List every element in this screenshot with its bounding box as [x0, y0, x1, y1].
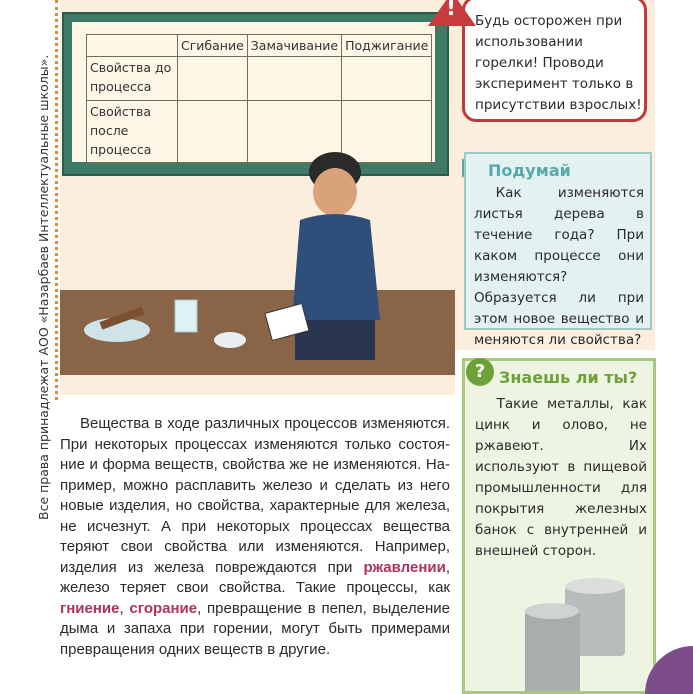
text-line: новые изделия, но свойства, характерные для железа, [60, 497, 450, 514]
know-text: Такие металлы, как цинк и олово, не ржавеют. Их используют в пищевой промышленности для покрытия железных банок с внутренней и внешней сторон. [475, 396, 647, 559]
tin-cans-image [515, 576, 635, 694]
warning-text: Будь осторожен при использовании горелки! Проводи эксперимент только в присутствии взрослых! [475, 13, 642, 113]
text-line: дыма и запаха при горении, могут быть примерами [60, 620, 450, 637]
row-label: Свойства до процесса [87, 57, 178, 101]
think-text: Как изменяются листья дерева в течение года? При каком процессе они изменяются? Образуется ли при этом новое вещество и меняются ли свойства? [474, 185, 644, 348]
text-segment: изделия из железа повреждаются при [60, 558, 364, 576]
table-header: Сгибание [178, 35, 248, 57]
question-icon: ? [466, 358, 494, 386]
text-line: изделия из железа повреждаются при ржавлении, [60, 558, 450, 576]
table-header [87, 35, 178, 57]
boy-experiment-illustration [80, 130, 420, 380]
think-box [464, 152, 652, 348]
exclamation-icon: ! [446, 0, 457, 21]
term-rusting: ржавлении [363, 558, 446, 576]
warning-box [462, 0, 647, 122]
text-segment: , [119, 599, 130, 617]
copyright-notice: Все права принадлежат АОО «Назарбаев Интеллектуальные школы». [36, 54, 51, 520]
row-label: Свойства после процесса [87, 101, 178, 163]
text-line [60, 578, 450, 599]
text-segment: железо теряет свои свойства. Такие процессы, как [60, 579, 450, 596]
text-line: теряют свои свойства или изменяются. Например, [60, 538, 450, 555]
did-you-know-box [462, 358, 656, 694]
text-line: пример, можно расплавить железо и сделать из него [60, 476, 450, 494]
table-header: Поджигание [342, 35, 432, 57]
main-text [60, 414, 450, 660]
term-combustion: сгорание [129, 599, 198, 617]
text-line: При некоторых процессах изменяются только состоя- [60, 435, 450, 453]
text-line [60, 599, 450, 620]
text-line: не исчезнут. А при некоторых процессах вещества [60, 517, 450, 535]
table-header: Замачивание [247, 35, 341, 57]
text-line: ние и форма веществ, свойства же не изменяются. На- [60, 456, 450, 473]
think-title: Подумай [488, 161, 571, 180]
margin-dotted-line [55, 0, 58, 400]
term-rotting: гниение [60, 599, 120, 617]
text-segment: , превращение в пепел, выделение [197, 599, 450, 617]
text-line: Вещества в ходе различных процессов изменяются. [80, 415, 450, 432]
know-title: Знаешь ли ты? [499, 368, 638, 387]
text-line: превращения одних веществ в другие. [60, 640, 331, 658]
